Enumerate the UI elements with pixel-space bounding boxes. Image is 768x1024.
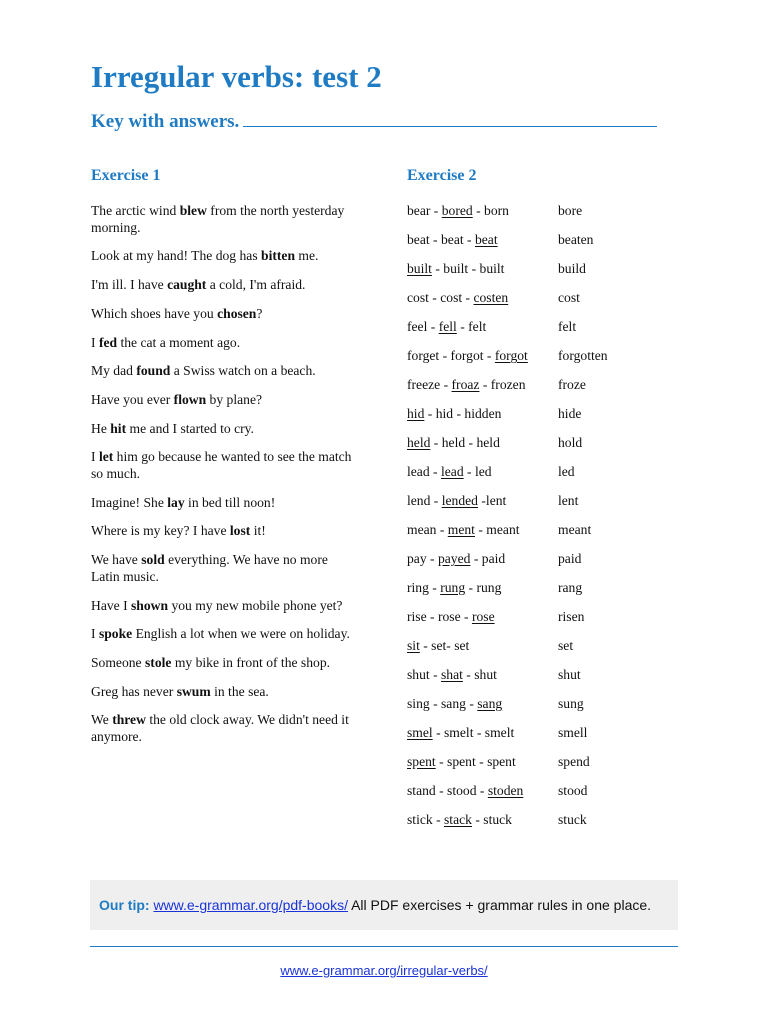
verb-row [407, 203, 647, 232]
verb-form: cost [440, 290, 463, 305]
page-title: Irregular verbs: test 2 [91, 59, 382, 94]
separator: - [460, 609, 472, 624]
verb-row [407, 783, 647, 812]
verb-form: forgot [450, 348, 484, 363]
verb-forms [407, 667, 497, 683]
separator: - [462, 667, 475, 682]
exercise-1-sentence [91, 421, 356, 438]
separator: - [468, 261, 480, 276]
correct-form: rang [558, 580, 583, 595]
wrong-form: spent [407, 754, 436, 769]
verb-form: frozen [490, 377, 526, 392]
answer-verb: swum [176, 683, 211, 699]
separator: - [426, 609, 438, 624]
verb-form: lead [407, 464, 430, 479]
sentence-text: I [91, 626, 99, 642]
exercise-1-sentence [91, 306, 356, 323]
subtitle-text: Key with answers. [91, 111, 240, 132]
sentence-text: English a lot when we were on holiday. [132, 626, 350, 642]
wrong-form: shat [441, 667, 463, 682]
answer-verb: sold [141, 552, 165, 568]
sentence-text: him go because he wanted to see the match so much. [91, 449, 352, 482]
wrong-form: lended [441, 493, 478, 508]
correct-form: set [558, 638, 574, 653]
verb-row [407, 232, 647, 261]
verb-form: beat [407, 232, 430, 247]
verb-row [407, 609, 647, 638]
verb-form: ring [407, 580, 429, 595]
wrong-form: costen [473, 290, 509, 305]
verb-forms [407, 232, 498, 248]
separator: - [479, 377, 491, 392]
verb-form: built [479, 261, 505, 276]
wrong-form: built [407, 261, 432, 276]
verb-forms [407, 522, 520, 538]
separator: - [446, 638, 455, 653]
verb-form: built [443, 261, 469, 276]
verb-form: lend [407, 493, 431, 508]
correct-form: paid [558, 551, 582, 566]
separator: - [431, 261, 444, 276]
verb-forms [407, 754, 516, 770]
correct-form: hold [558, 435, 583, 450]
correct-form: stood [558, 783, 588, 798]
sentence-text: the cat a moment ago. [117, 334, 241, 350]
sentence-text: Greg has never [91, 683, 177, 699]
exercise-1-sentence [91, 684, 356, 701]
separator: - [432, 812, 445, 827]
tip-link[interactable]: www.e-grammar.org/pdf-books/ [153, 897, 348, 913]
exercise-1-sentence [91, 203, 356, 236]
sentence-text: me. [295, 248, 319, 264]
verb-forms [407, 493, 506, 509]
separator: - [477, 493, 486, 508]
sentence-text: ? [256, 305, 263, 321]
verb-forms [407, 812, 512, 828]
verb-form: rise [407, 609, 427, 624]
separator: - [427, 319, 439, 334]
verb-form: shut [407, 667, 430, 682]
verb-row [407, 725, 647, 754]
wrong-form: forgot [494, 348, 528, 363]
sentence-text: My dad [91, 363, 137, 379]
correct-form: stuck [558, 812, 587, 827]
correct-form: smell [558, 725, 588, 740]
separator: - [436, 522, 448, 537]
separator: - [424, 406, 436, 421]
exercise-1-sentence [91, 248, 356, 265]
verb-row [407, 580, 647, 609]
exercise-1-sentence [91, 523, 356, 540]
sentence-text: We have [91, 552, 142, 568]
sentence-text: in the sea. [210, 683, 269, 699]
verb-forms [407, 783, 523, 799]
verb-row [407, 493, 647, 522]
verb-form: rose [437, 609, 461, 624]
verb-row [407, 464, 647, 493]
wrong-form: hid [407, 406, 425, 421]
correct-form: bore [558, 203, 583, 218]
separator: - [432, 725, 445, 740]
verb-row [407, 754, 647, 783]
verb-form: pay [407, 551, 427, 566]
verb-form: sang [441, 696, 466, 711]
verb-form: beat [440, 232, 464, 247]
wrong-form: bored [441, 203, 473, 218]
separator: - [429, 464, 441, 479]
sentence-text: by plane? [206, 391, 263, 407]
separator: - [419, 638, 432, 653]
answer-verb: shown [131, 597, 169, 613]
verb-forms [407, 638, 469, 654]
sentence-text: Someone [91, 654, 145, 670]
wrong-form: rung [440, 580, 466, 595]
answer-verb: chosen [217, 305, 257, 321]
exercise-1-sentence [91, 392, 356, 409]
verb-row [407, 319, 647, 348]
verb-form: shut [474, 667, 497, 682]
exercise-1-sentence [91, 712, 356, 745]
answer-verb: flown [173, 391, 207, 407]
sentence-text: I'm ill. I have [91, 277, 168, 293]
separator: - [428, 580, 441, 595]
verb-row [407, 348, 647, 377]
separator: - [439, 348, 451, 363]
verb-form: smelt [444, 725, 474, 740]
verb-forms [407, 696, 502, 712]
separator: - [476, 783, 488, 798]
sentence-text: in bed till noon! [184, 494, 276, 510]
sentence-text: I [91, 334, 99, 350]
verb-row [407, 696, 647, 725]
tip-label: Our tip: [99, 897, 150, 913]
exercise-1-sentence [91, 363, 356, 380]
answer-verb: found [136, 363, 171, 379]
answer-verb: fed [98, 334, 118, 350]
separator: - [430, 203, 442, 218]
sentence-text: from the north yesterday morning. [91, 203, 345, 235]
answer-verb: lost [229, 523, 251, 539]
footer [0, 963, 768, 978]
verb-form: stick [407, 812, 433, 827]
verb-form: led [474, 464, 492, 479]
correct-form: beaten [558, 232, 594, 247]
wrong-form: sit [407, 638, 420, 653]
verb-forms [407, 435, 500, 451]
verb-form: rung [476, 580, 502, 595]
verb-form: hidden [464, 406, 502, 421]
verb-form: spent [447, 754, 476, 769]
separator: - [465, 435, 477, 450]
correct-form: shut [558, 667, 581, 682]
verb-forms [407, 377, 526, 393]
exercise-1-sentence [91, 495, 356, 512]
sentence-text: a Swiss watch on a beach. [170, 363, 316, 379]
verb-form: stand [407, 783, 436, 798]
verb-forms [407, 406, 501, 422]
tip-box [90, 880, 678, 930]
correct-form: meant [558, 522, 592, 537]
answer-verb: blew [179, 203, 207, 218]
exercise-1-sentence [91, 449, 356, 482]
answer-verb: threw [112, 712, 146, 728]
sentence-text: Have I [91, 597, 132, 613]
wrong-form: lead [440, 464, 464, 479]
verb-row [407, 261, 647, 290]
tip-content [99, 897, 651, 913]
correct-form: forgotten [558, 348, 608, 363]
correct-form: build [558, 261, 586, 276]
wrong-form: stack [444, 812, 472, 827]
answer-verb: let [98, 449, 114, 465]
sentence-text: it! [250, 523, 266, 539]
separator: - [473, 725, 485, 740]
separator: - [429, 232, 441, 247]
tip-text: All PDF exercises + grammar rules in one place. [347, 897, 652, 913]
wrong-form: froaz [451, 377, 480, 392]
exercise-2-heading: Exercise 2 [407, 167, 477, 184]
wrong-form: fell [438, 319, 457, 334]
page-subtitle [91, 111, 657, 133]
sentence-text: me and I started to cry. [126, 420, 254, 436]
correct-form: lent [558, 493, 579, 508]
verb-forms [407, 290, 508, 306]
verb-row [407, 377, 647, 406]
separator: - [472, 203, 485, 218]
sentence-text: I [91, 449, 99, 465]
exercise-1-sentence [91, 598, 356, 615]
sentence-text: Have you ever [91, 391, 174, 407]
verb-form: set [431, 638, 447, 653]
separator: - [470, 551, 482, 566]
subtitle-underline [243, 112, 657, 127]
wrong-form: held [407, 435, 431, 450]
sentence-text: Look at my hand! The dog has [91, 248, 262, 264]
exercise-1-sentence [91, 277, 356, 294]
sentence-text: my bike in front of the shop. [171, 654, 331, 670]
verb-forms [407, 464, 492, 480]
separator: - [462, 290, 474, 305]
correct-form: risen [558, 609, 585, 624]
sentence-text: Which shoes have you [91, 305, 218, 321]
separator: - [429, 667, 441, 682]
correct-form: spend [558, 754, 590, 769]
separator: - [435, 783, 448, 798]
answer-verb: spoke [98, 626, 133, 642]
verb-row [407, 522, 647, 551]
exercise-1-sentence [91, 655, 356, 672]
verb-form: freeze [407, 377, 441, 392]
separator: - [465, 580, 477, 595]
sentence-text: Where is my key? I have [91, 523, 230, 539]
wrong-form: rose [471, 609, 495, 624]
separator: - [440, 377, 452, 392]
verb-form: sing [407, 696, 430, 711]
verb-forms [407, 261, 504, 277]
verb-form: held [476, 435, 500, 450]
wrong-form: stoden [487, 783, 524, 798]
separator: - [456, 319, 469, 334]
exercise-1-sentences [91, 203, 356, 758]
verb-row [407, 551, 647, 580]
separator: - [471, 812, 484, 827]
separator: - [463, 232, 475, 247]
verb-forms [407, 348, 528, 364]
separator: - [465, 696, 478, 711]
verb-form: cost [407, 290, 429, 305]
wrong-form: ment [447, 522, 475, 537]
verb-form: paid [481, 551, 506, 566]
separator: - [475, 754, 488, 769]
separator: - [428, 290, 441, 305]
footer-link[interactable]: www.e-grammar.org/irregular-verbs/ [280, 963, 488, 978]
verb-row [407, 290, 647, 319]
exercise-1-sentence [91, 552, 356, 585]
verb-form: born [484, 203, 509, 218]
sentence-text: everything. We have no more Latin music. [91, 552, 328, 584]
verb-form: forget [407, 348, 440, 363]
answer-verb: hit [110, 420, 127, 436]
verb-form: mean [407, 522, 437, 537]
exercise-1-heading: Exercise 1 [91, 167, 161, 184]
sentence-text: you my new mobile phone yet? [168, 597, 343, 613]
verb-form: lent [485, 493, 507, 508]
verb-form: set [454, 638, 470, 653]
sentence-text: The arctic wind [91, 203, 180, 218]
separator: - [435, 754, 448, 769]
separator: - [429, 696, 441, 711]
separator: - [430, 493, 442, 508]
verb-row [407, 812, 647, 841]
correct-form: led [558, 464, 575, 479]
answer-verb: lay [167, 494, 185, 510]
verb-row [407, 667, 647, 696]
verb-form: stuck [483, 812, 512, 827]
separator: - [426, 551, 438, 566]
verb-forms [407, 725, 514, 741]
verb-forms [407, 551, 505, 567]
separator: - [430, 435, 442, 450]
verb-form: meant [486, 522, 520, 537]
verb-row [407, 435, 647, 464]
verb-form: spent [487, 754, 516, 769]
verb-row [407, 638, 647, 667]
verb-forms [407, 580, 501, 596]
correct-form: sung [558, 696, 584, 711]
exercise-1-sentence [91, 626, 356, 643]
verb-row [407, 406, 647, 435]
exercise-2-rows [407, 203, 647, 841]
answer-verb: bitten [261, 248, 295, 264]
separator: - [453, 406, 465, 421]
verb-forms [407, 203, 509, 219]
verb-form: smelt [484, 725, 515, 740]
separator: - [463, 464, 475, 479]
wrong-form: sang [477, 696, 503, 711]
verb-form: held [441, 435, 466, 450]
sentence-text: We [91, 712, 113, 728]
verb-form: feel [407, 319, 428, 334]
correct-form: froze [558, 377, 586, 392]
sentence-text: the old clock away. We didn't need it anymore. [91, 712, 349, 745]
separator: - [483, 348, 495, 363]
sentence-text: Imagine! She [91, 494, 168, 510]
verb-forms [407, 609, 495, 625]
footer-divider [90, 946, 678, 947]
exercise-1-sentence [91, 335, 356, 352]
sentence-text: He [91, 420, 111, 436]
wrong-form: beat [474, 232, 498, 247]
verb-form: stood [447, 783, 477, 798]
separator: - [474, 522, 487, 537]
correct-form: hide [558, 406, 582, 421]
answer-verb: stole [145, 654, 172, 670]
verb-forms [407, 319, 486, 335]
verb-form: felt [468, 319, 487, 334]
answer-verb: caught [167, 277, 207, 293]
wrong-form: smel [407, 725, 433, 740]
wrong-form: payed [437, 551, 471, 566]
verb-form: bear [407, 203, 431, 218]
correct-form: cost [558, 290, 580, 305]
correct-form: felt [558, 319, 577, 334]
sentence-text: a cold, I'm afraid. [206, 277, 306, 293]
verb-form: hid [435, 406, 454, 421]
